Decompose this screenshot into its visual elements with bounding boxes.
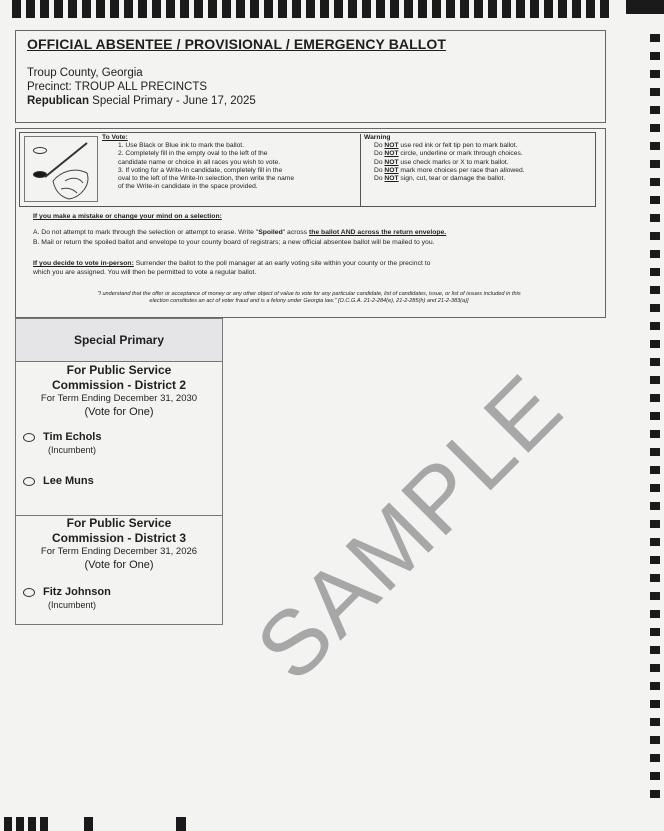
candidate-name: Lee Muns: [43, 475, 94, 487]
vote-step: 3. If voting for a Write-In candidate, completely fill in the: [118, 166, 283, 174]
warning-item: Do NOT mark more choices per race than allowed.: [374, 166, 525, 174]
incumbent-note: (Incumbent): [48, 600, 97, 610]
ballot-column: [15, 318, 223, 625]
hand-pen-icon: [25, 137, 97, 201]
warning-item: Do NOT sign, cut, tear or damage the ballot.: [374, 175, 506, 183]
county: Troup County, Georgia: [27, 67, 143, 79]
corner-timing-mark: [626, 0, 664, 14]
vote-for: (Vote for One): [84, 406, 154, 418]
candidate-name: Fitz Johnson: [43, 586, 111, 598]
race-header: [16, 516, 222, 572]
vote-oval[interactable]: [23, 433, 35, 442]
ballot-header: [15, 30, 606, 123]
to-vote-instructions: [102, 134, 360, 191]
vote-step: 1. Use Black or Blue ink to mark the ballot.: [118, 142, 245, 150]
precinct: Precinct: TROUP ALL PRECINCTS: [27, 81, 208, 93]
to-vote-heading: To Vote:: [102, 134, 128, 141]
race-title: For Public Service: [66, 516, 172, 530]
election-line: [27, 95, 256, 107]
race-title: Commission - District 3: [51, 531, 187, 545]
warning-item: Do NOT use check marks or X to mark ballot.: [374, 158, 509, 166]
vote-step: oval to the left of the Write-In selection, then write the name: [118, 175, 295, 183]
bottom-timing-marks: [0, 817, 200, 831]
vote-step: candidate name or choice in all races you wish to vote.: [118, 158, 281, 166]
incumbent-note: (Incumbent): [48, 445, 97, 455]
mistake-a: A. Do not attempt to mark through the selection or attempt to erase. Write "Spoiled" across the ballot AND across the return envelope.: [33, 229, 447, 236]
race-header: [16, 363, 222, 419]
in-person-line: If you decide to vote in-person: Surrender the ballot to the poll manager at an early voting site within your county or the precinct to: [33, 260, 431, 267]
in-person-line-2: which you are assigned. You will then be permitted to vote a regular ballot.: [33, 269, 257, 276]
vote-oval[interactable]: [23, 477, 35, 486]
race-title: For Public Service: [66, 363, 172, 377]
top-timing-marks: [12, 0, 610, 18]
vote-step: 2. Completely fill in the empty oval to the left of the: [118, 150, 268, 158]
instructions-panel: [15, 128, 606, 318]
marking-illustration: [24, 136, 98, 202]
section-header: Special Primary: [16, 319, 222, 362]
to-vote-box: [19, 132, 596, 207]
warning-heading: Warning: [364, 134, 391, 141]
mistake-b: B. Mail or return the spoiled ballot and envelope to your county board of registrars; a new official absentee ballot will be mailed to you.: [33, 239, 435, 246]
race-term: For Term Ending December 31, 2030: [40, 393, 198, 404]
election-name: Special Primary - June 17, 2025: [88, 95, 256, 107]
warning-list: [360, 134, 596, 206]
race-term: For Term Ending December 31, 2026: [40, 546, 198, 557]
ballot-title: OFFICIAL ABSENTEE / PROVISIONAL / EMERGENCY BALLOT: [27, 36, 447, 52]
sample-watermark: SAMPLE: [237, 355, 582, 700]
race-title: Commission - District 2: [51, 378, 187, 392]
vote-oval[interactable]: [23, 588, 35, 597]
party: Republican: [27, 95, 89, 107]
vote-step: of the Write-in candidate in the space provided.: [118, 183, 258, 191]
warning-item: Do NOT use red ink or felt tip pen to mark ballot.: [374, 142, 518, 150]
right-timing-marks: [650, 34, 660, 804]
legal-notice: "I understand that the offer or acceptance of money or any other object of value to vote for any particular candidate, list of candidates, issue, or list of issues included in this election constitutes an act of voter fraud and is a felony under Georgia law." [O.C.G.A. 21-2-284(e), 21-2-285(h) and 21-2-383(a)]: [97, 291, 521, 304]
mistake-heading: If you make a mistake or change your mind on a selection:: [33, 213, 222, 220]
warning-item: Do NOT circle, underline or mark through choices.: [374, 150, 523, 158]
vote-for: (Vote for One): [84, 559, 154, 571]
candidate-name: Tim Echols: [43, 431, 102, 443]
